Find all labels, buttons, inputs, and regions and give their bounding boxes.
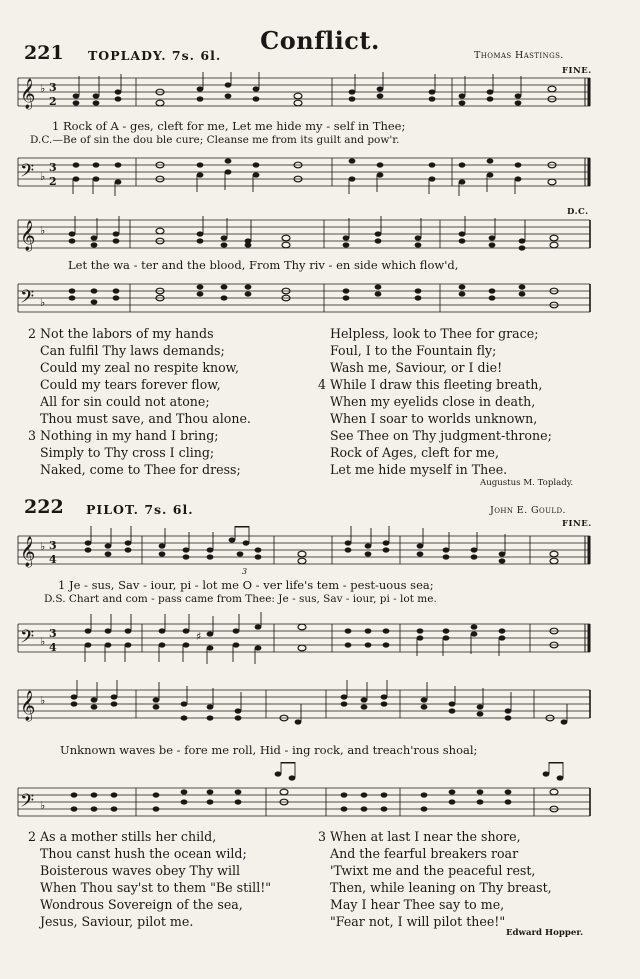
music-staff-bass bbox=[14, 762, 594, 826]
music-staff-bass bbox=[14, 150, 594, 196]
svg-text:♭: ♭ bbox=[40, 540, 46, 553]
fine-mark: FINE. bbox=[562, 66, 592, 76]
music-staff-treble bbox=[14, 526, 594, 576]
verse-line: May I hear Thee say to me, bbox=[330, 897, 505, 912]
verse-line: Could my tears forever flow, bbox=[40, 377, 221, 392]
lyrics-line-2: Unknown waves be - fore me roll, Hid - ing rock, and treach'rous shoal; bbox=[60, 743, 478, 757]
svg-text:♭: ♭ bbox=[40, 635, 46, 648]
tune-name: TOPLADY. 7s. 6l. bbox=[88, 48, 222, 63]
svg-text:𝄢: 𝄢 bbox=[20, 161, 35, 186]
verse-line: Thou must save, and Thou alone. bbox=[40, 411, 251, 426]
svg-text:3: 3 bbox=[49, 161, 57, 174]
svg-text:3: 3 bbox=[49, 627, 57, 640]
svg-text:♭: ♭ bbox=[40, 296, 46, 309]
verses-left-column bbox=[28, 828, 271, 930]
verse-line: 4 While I draw this fleeting breath, bbox=[318, 377, 543, 392]
verse-line: 3 Nothing in my hand I bring; bbox=[28, 428, 219, 443]
verse-line: Let me hide myself in Thee. bbox=[330, 462, 508, 477]
svg-text:2: 2 bbox=[49, 175, 57, 188]
svg-text:♭: ♭ bbox=[40, 694, 46, 707]
svg-text:♭: ♭ bbox=[40, 224, 46, 237]
svg-text:4: 4 bbox=[49, 553, 57, 566]
verses-left-column bbox=[28, 325, 251, 478]
verse-line: 'Twixt me and the peaceful rest, bbox=[330, 863, 536, 878]
svg-text:𝄢: 𝄢 bbox=[20, 791, 35, 816]
music-staff-treble bbox=[14, 212, 594, 258]
verse-line: "Fear not, I will pilot thee!" bbox=[330, 914, 506, 929]
verse-line: Naked, come to Thee for dress; bbox=[40, 462, 241, 477]
lyrics-line-1: 1 Je - sus, Sav - iour, pi - lot me O - ver life's tem - pest-uous sea; bbox=[58, 578, 434, 592]
svg-text:♯: ♯ bbox=[196, 630, 202, 643]
dc-mark: D.C. bbox=[567, 207, 589, 217]
composer: John E. Gould. bbox=[490, 505, 566, 516]
tune-name: PILOT. 7s. 6l. bbox=[86, 502, 194, 517]
verse-line: Rock of Ages, cleft for me, bbox=[330, 445, 500, 460]
svg-text:2: 2 bbox=[49, 95, 57, 108]
author-credit: Augustus M. Toplady. bbox=[480, 478, 574, 488]
fine-mark: FINE. bbox=[562, 519, 592, 529]
svg-text:♭: ♭ bbox=[40, 170, 46, 183]
section-title: Conflict. bbox=[260, 26, 380, 55]
verse-line: Foul, I to the Fountain fly; bbox=[330, 343, 497, 358]
verses-right-column bbox=[318, 828, 552, 930]
svg-text:♭: ♭ bbox=[40, 82, 46, 95]
lyrics-line-dc: D.C.—Be of sin the dou ble cure; Cleanse me from its guilt and pow'r. bbox=[30, 134, 400, 146]
svg-text:𝄞: 𝄞 bbox=[20, 691, 36, 721]
verse-line: Helpless, look to Thee for grace; bbox=[330, 326, 539, 341]
lyrics-line-2: Let the wa - ter and the blood, From Thy riv - en side which flow'd, bbox=[68, 258, 459, 272]
svg-text:4: 4 bbox=[49, 641, 57, 654]
verse-line: 2 Not the labors of my hands bbox=[28, 326, 214, 341]
svg-text:3: 3 bbox=[49, 81, 57, 94]
verse-line: Then, while leaning on Thy breast, bbox=[330, 880, 552, 895]
verse-line: 2 As a mother stills her child, bbox=[28, 829, 217, 844]
verse-line: And the fearful breakers roar bbox=[330, 846, 519, 861]
verse-line: 3 When at last I near the shore, bbox=[318, 829, 521, 844]
svg-text:♭: ♭ bbox=[40, 799, 46, 812]
verse-line: Wash me, Saviour, or I die! bbox=[330, 360, 503, 375]
hymn-number: 221 bbox=[24, 42, 64, 64]
svg-text:𝄢: 𝄢 bbox=[20, 627, 35, 652]
verse-line: Thou canst hush the ocean wild; bbox=[40, 846, 247, 861]
svg-text:𝄞: 𝄞 bbox=[20, 221, 36, 251]
triplet-mark: 3 bbox=[242, 567, 248, 576]
svg-text:3: 3 bbox=[49, 539, 57, 552]
lyrics-line-ds: D.S. Chart and com - pass came from Thee: Je - sus, Sav - iour, pi - lot me. bbox=[44, 593, 437, 605]
verse-line: When I soar to worlds unknown, bbox=[330, 411, 538, 426]
verse-line: Jesus, Saviour, pilot me. bbox=[40, 914, 194, 929]
music-staff-bass bbox=[14, 276, 594, 322]
music-staff-bass bbox=[14, 612, 594, 664]
lyrics-line-1: 1 Rock of A - ges, cleft for me, Let me hide my - self in Thee; bbox=[52, 119, 406, 133]
verse-line: When my eyelids close in death, bbox=[330, 394, 536, 409]
verse-line: When Thou say'st to them "Be still!" bbox=[40, 880, 272, 895]
svg-text:𝄢: 𝄢 bbox=[20, 287, 35, 312]
verse-line: Boisterous waves obey Thy will bbox=[40, 863, 241, 878]
verse-line: All for sin could not atone; bbox=[40, 394, 210, 409]
author-credit: Edward Hopper. bbox=[506, 928, 584, 938]
verse-line: Simply to Thy cross I cling; bbox=[40, 445, 215, 460]
verse-line: See Thee on Thy judgment-throne; bbox=[330, 428, 552, 443]
svg-text:𝄞: 𝄞 bbox=[20, 79, 36, 109]
verse-line: Could my zeal no respite know, bbox=[40, 360, 239, 375]
music-staff-treble bbox=[14, 678, 594, 740]
verse-line: Can fulfil Thy laws demands; bbox=[40, 343, 225, 358]
music-staff-treble bbox=[14, 72, 594, 118]
verse-line: Wondrous Sovereign of the sea, bbox=[40, 897, 243, 912]
verses-right-column bbox=[318, 325, 552, 478]
hymn-number: 222 bbox=[24, 496, 64, 518]
composer: Thomas Hastings. bbox=[474, 50, 564, 61]
svg-text:𝄞: 𝄞 bbox=[20, 537, 36, 567]
